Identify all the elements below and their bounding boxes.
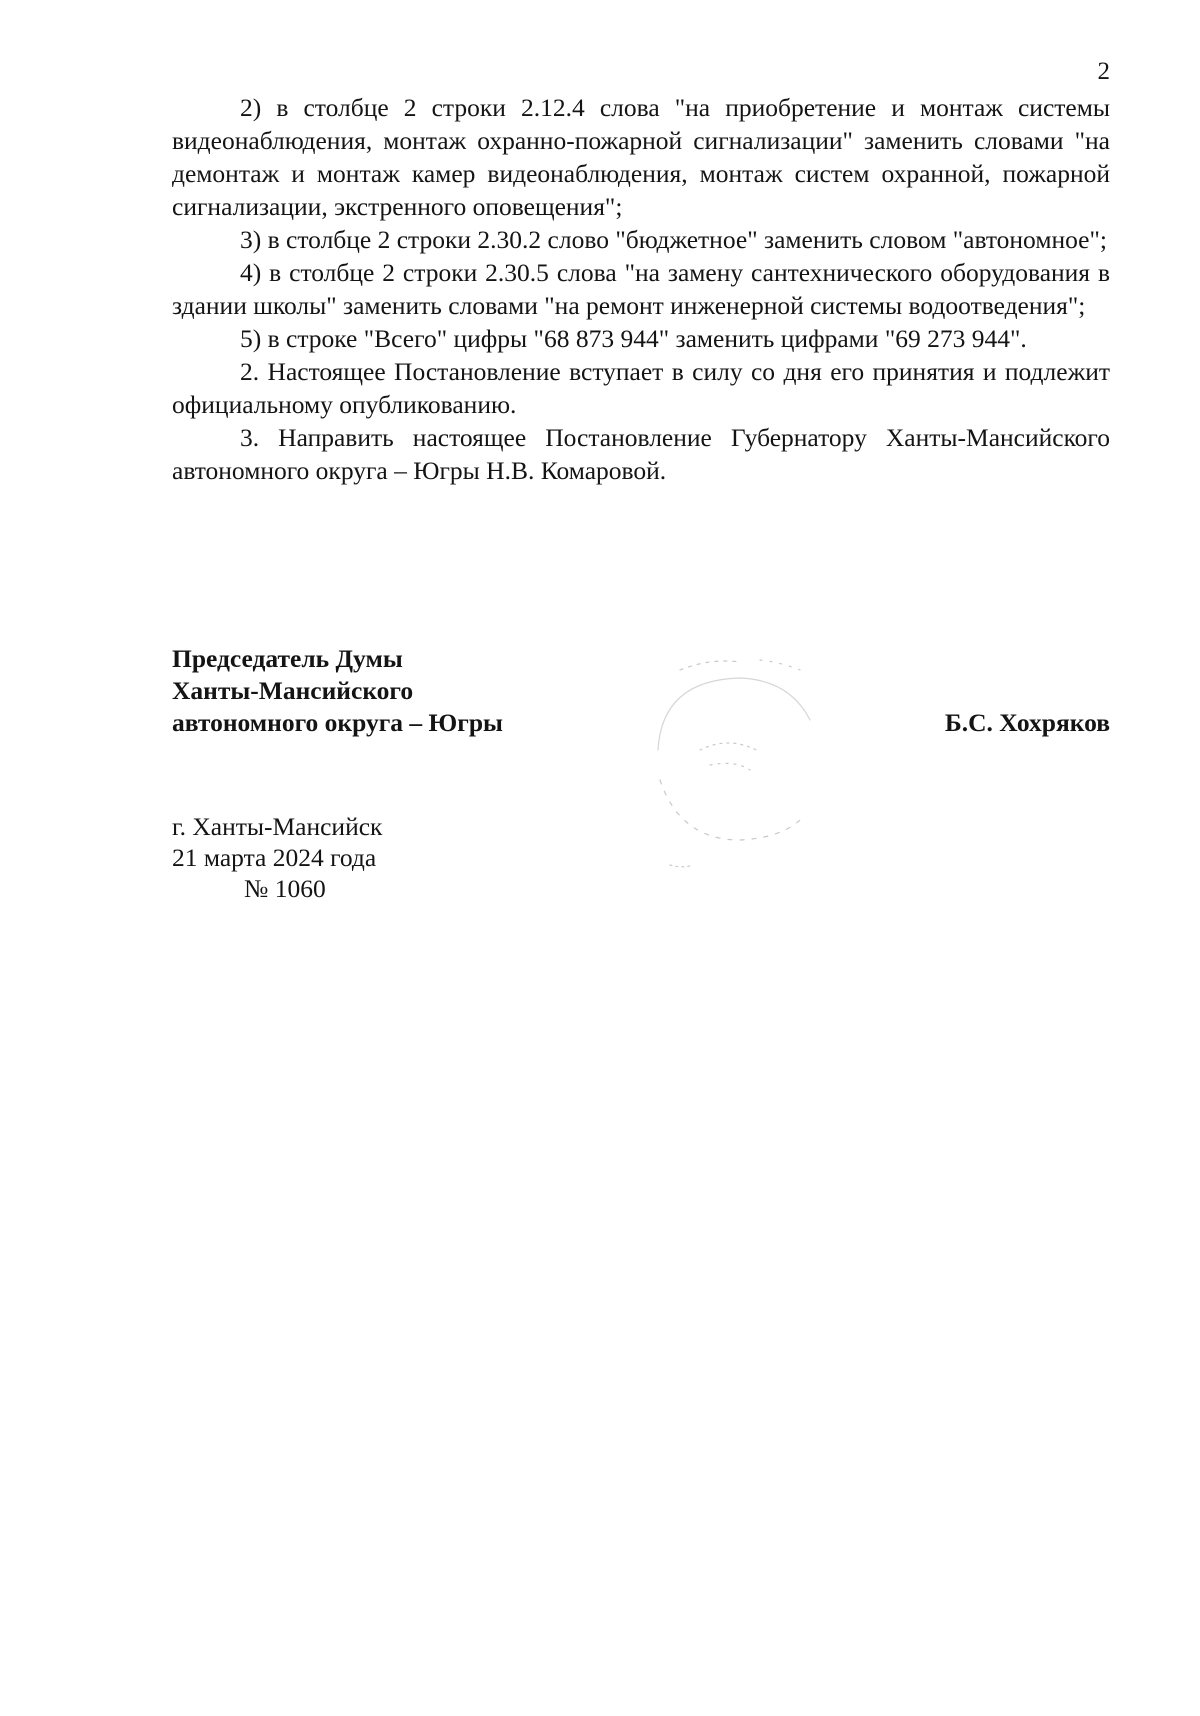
signer-title-line-1: Председатель Думы (172, 644, 403, 673)
signature-block (172, 643, 1110, 739)
clause-3-send-to-governor: 3. Направить настоящее Постановление Губернатору Ханты-Мансийского автономного округа – Югры Н.В. Комаровой. (172, 423, 1110, 485)
document-number: № 1060 (244, 874, 326, 903)
amendment-item-5: 5) в строке "Всего" цифры "68 873 944" заменить цифрами "69 273 944". (240, 324, 1027, 353)
signer-name: Б.С. Хохряков (944, 708, 1110, 737)
amendment-item-3: 3) в столбце 2 строки 2.30.2 слово "бюджетное" заменить словом "автономное"; (240, 225, 1107, 254)
page-number: 2 (1097, 58, 1110, 85)
city: г. Ханты-Мансийск (172, 812, 383, 841)
signer-title-line-3: автономного округа – Югры (172, 708, 503, 737)
clause-2-effective-date: 2. Настоящее Постановление вступает в силу со дня его принятия и подлежит официальному опубликованию. (172, 357, 1110, 419)
place-date-number (172, 811, 382, 904)
amendment-item-2: 2) в столбце 2 строки 2.12.4 слова "на приобретение и монтаж системы видеонаблюдения, монтаж охранно-пожарной сигнализации" заменить словами "на демонтаж и монтаж камер видеонаблюдения, монтаж систем охранной, пожарной сигнализации, экстренного оповещения"; (172, 93, 1110, 221)
signer-title-line-2: Ханты-Мансийского (172, 676, 414, 705)
document-date: 21 марта 2024 года (172, 843, 377, 872)
document-body (172, 91, 1110, 487)
amendment-item-4: 4) в столбце 2 строки 2.30.5 слова "на замену сантехнического оборудования в здании школы" заменить словами "на ремонт инженерной системы водоотведения"; (172, 258, 1110, 320)
